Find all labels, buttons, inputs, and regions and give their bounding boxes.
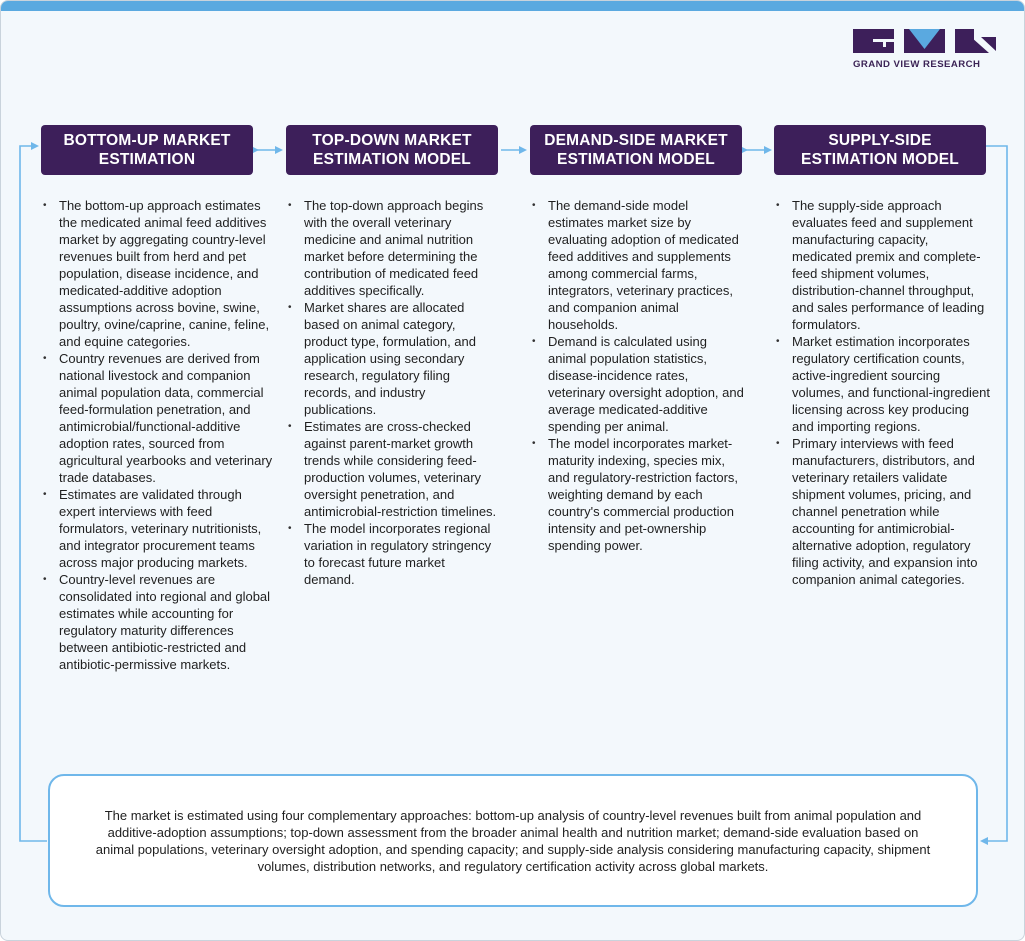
- header-supply-side-line1: SUPPLY-SIDE: [828, 132, 932, 149]
- header-bottom-up-line2: ESTIMATION: [98, 151, 196, 168]
- list-item: • Market estimation incorporates regulatory certification counts, active-ingredient sourcing volumes, and functional-ingredient licensing across key producing and importing regions.: [774, 333, 990, 435]
- gvr-logo-icon: [853, 29, 996, 53]
- list-item: • The model incorporates market-maturity indexing, species mix, and regulatory-restriction factors, weighting demand by each country's commercial production intensity and pet-ownership spending power.: [530, 435, 744, 554]
- column-demand-side: [530, 197, 744, 554]
- list-item: • Primary interviews with feed manufacturers, distributors, and veterinary retailers validate shipment volumes, pricing, and channel penetration while accounting for antimicrobial-alternative adoption, regulatory filing activity, and expansion into companion animal categories.: [774, 435, 990, 588]
- top-accent-bar: [1, 1, 1024, 11]
- list-item: • Market shares are allocated based on animal category, product type, formulation, and application using secondary research, regulatory filing records, and industry publications.: [286, 299, 498, 418]
- header-demand-side: [530, 125, 742, 175]
- header-top-down-line1: TOP-DOWN MARKET: [312, 132, 472, 149]
- brand-logo: [853, 29, 996, 73]
- column-supply-side: [774, 197, 990, 588]
- bottom-up-bullet-list: [41, 197, 273, 673]
- header-top-down: [286, 125, 498, 175]
- list-item: • The model incorporates regional variation in regulatory stringency to forecast future market demand.: [286, 520, 498, 588]
- demand-side-bullet-list: [530, 197, 744, 554]
- column-bottom-up: [41, 197, 273, 673]
- header-supply-side-line2: ESTIMATION MODEL: [801, 151, 959, 168]
- summary-box: [48, 774, 978, 907]
- header-demand-side-line2: ESTIMATION MODEL: [557, 151, 715, 168]
- list-item: • The top-down approach begins with the overall veterinary medicine and animal nutrition market before determining the contribution of medicated feed additives specifically.: [286, 197, 498, 299]
- list-item: • The supply-side approach evaluates feed and supplement manufacturing capacity, medicated premix and complete-feed shipment volumes, distribution-channel throughput, and sales performance of leading formulators.: [774, 197, 990, 333]
- header-demand-side-line1: DEMAND-SIDE MARKET: [544, 132, 728, 149]
- summary-text: The market is estimated using four complementary approaches: bottom-up analysis of country-level revenues built from animal population and additive-adoption assumptions; top-down assessment from the broader animal health and nutrition market; demand-side evaluation based on animal populations, veterinary oversight adoption, and spending capacity; and supply-side analysis considering manufacturing capacity, shipment volumes, distribution networks, and regulatory certification activity across global markets.: [95, 807, 931, 874]
- list-item: • Demand is calculated using animal population statistics, disease-incidence rates, veterinary oversight adoption, and average medicated-additive spending per animal.: [530, 333, 744, 435]
- list-item: • Estimates are validated through expert interviews with feed formulators, veterinary nutritionists, and integrator procurement teams across major producing markets.: [41, 486, 273, 571]
- top-down-bullet-list: [286, 197, 498, 588]
- list-item: • Country-level revenues are consolidated into regional and global estimates while accounting for regulatory maturity differences between antibiotic-restricted and antibiotic-permissive markets.: [41, 571, 273, 673]
- column-top-down: [286, 197, 498, 588]
- header-supply-side: [774, 125, 986, 175]
- header-bottom-up-line1: BOTTOM-UP MARKET: [63, 132, 231, 149]
- list-item: • The bottom-up approach estimates the medicated animal feed additives market by aggregating country-level revenues built from herd and pet population, disease incidence, and medicated-additive adoption assumptions across bovine, swine, poultry, ovine/caprine, canine, feline, and equine categories.: [41, 197, 273, 350]
- list-item: • The demand-side model estimates market size by evaluating adoption of medicated feed additives and supplements among commercial farms, integrators, veterinary practices, and companion animal households.: [530, 197, 744, 333]
- header-top-down-line2: ESTIMATION MODEL: [313, 151, 471, 168]
- header-bottom-up: [41, 125, 253, 175]
- supply-side-bullet-list: [774, 197, 990, 588]
- list-item: • Country revenues are derived from national livestock and companion animal population data, commercial feed-formulation penetration, and antimicrobial/functional-additive adoption rates, sourced from agricultural yearbooks and veterinary trade databases.: [41, 350, 273, 486]
- list-item: • Estimates are cross-checked against parent-market growth trends while considering feed-production volumes, veterinary oversight penetration, and antimicrobial-restriction timelines.: [286, 418, 498, 520]
- brand-name: GRAND VIEW RESEARCH: [853, 59, 981, 70]
